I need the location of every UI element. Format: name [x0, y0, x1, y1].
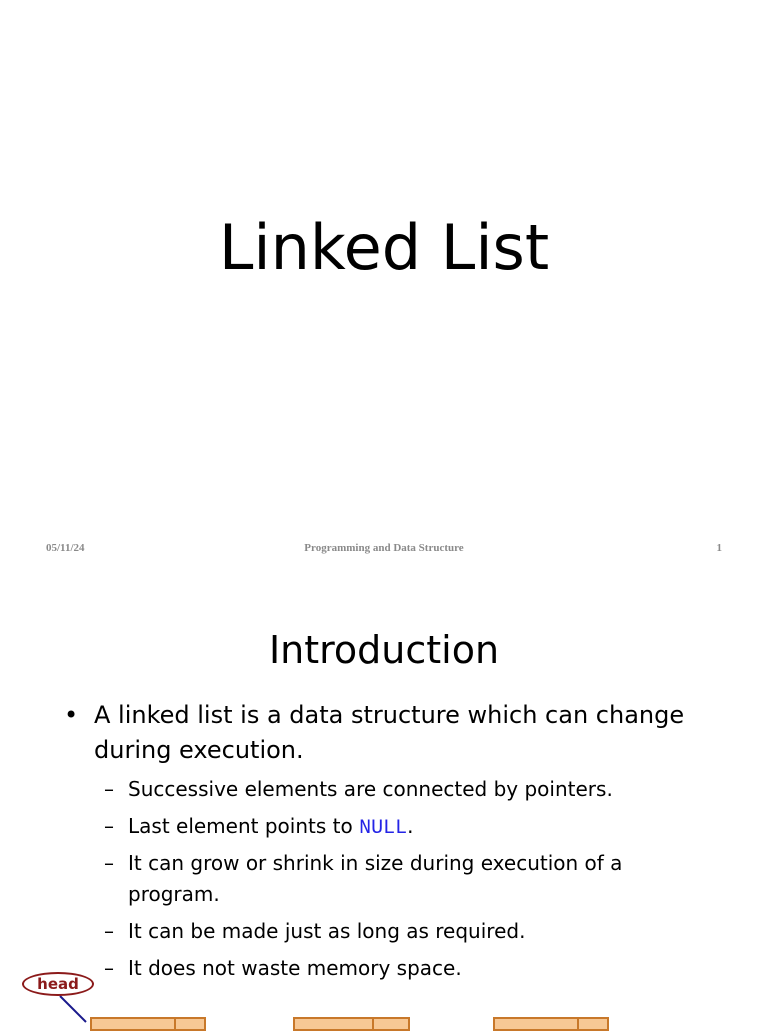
- head-pointer-arrow: [0, 576, 768, 1024]
- footer-page-number: 1: [716, 542, 722, 554]
- sub-point-text: Successive elements are connected by pointers.: [128, 777, 613, 801]
- slide-heading: Introduction: [268, 628, 500, 672]
- sub-point-text-after: .: [407, 814, 414, 838]
- list-node: [293, 1017, 410, 1031]
- sub-point-text: It can grow or shrink in size during execution of a program.: [128, 851, 623, 906]
- list-node: [493, 1017, 609, 1031]
- list-node: [90, 1017, 206, 1031]
- node-divider: [174, 1019, 176, 1029]
- bullet-text: A linked list is a data structure which can change during execution.: [94, 701, 685, 764]
- sub-point-marker: –: [104, 851, 114, 875]
- sub-point-marker: –: [104, 956, 114, 980]
- sub-point-text: It can be made just as long as required.: [128, 919, 526, 943]
- footer-course: Programming and Data Structure: [304, 542, 464, 554]
- slide-title: Linked List: [218, 211, 550, 284]
- sub-point-text: It does not waste memory space.: [128, 956, 462, 980]
- node-divider: [577, 1019, 579, 1029]
- head-label: head: [22, 972, 94, 996]
- sub-point-marker: –: [104, 777, 114, 801]
- sub-point-marker: –: [104, 814, 114, 838]
- node-divider: [372, 1019, 374, 1029]
- null-code: NULL: [359, 817, 408, 840]
- introduction-slide: [0, 576, 768, 1024]
- footer-date: 05/11/24: [46, 542, 85, 554]
- sub-point-text-before: Last element points to: [128, 814, 360, 838]
- sub-point-marker: –: [104, 919, 114, 943]
- bullet-marker: •: [64, 701, 79, 729]
